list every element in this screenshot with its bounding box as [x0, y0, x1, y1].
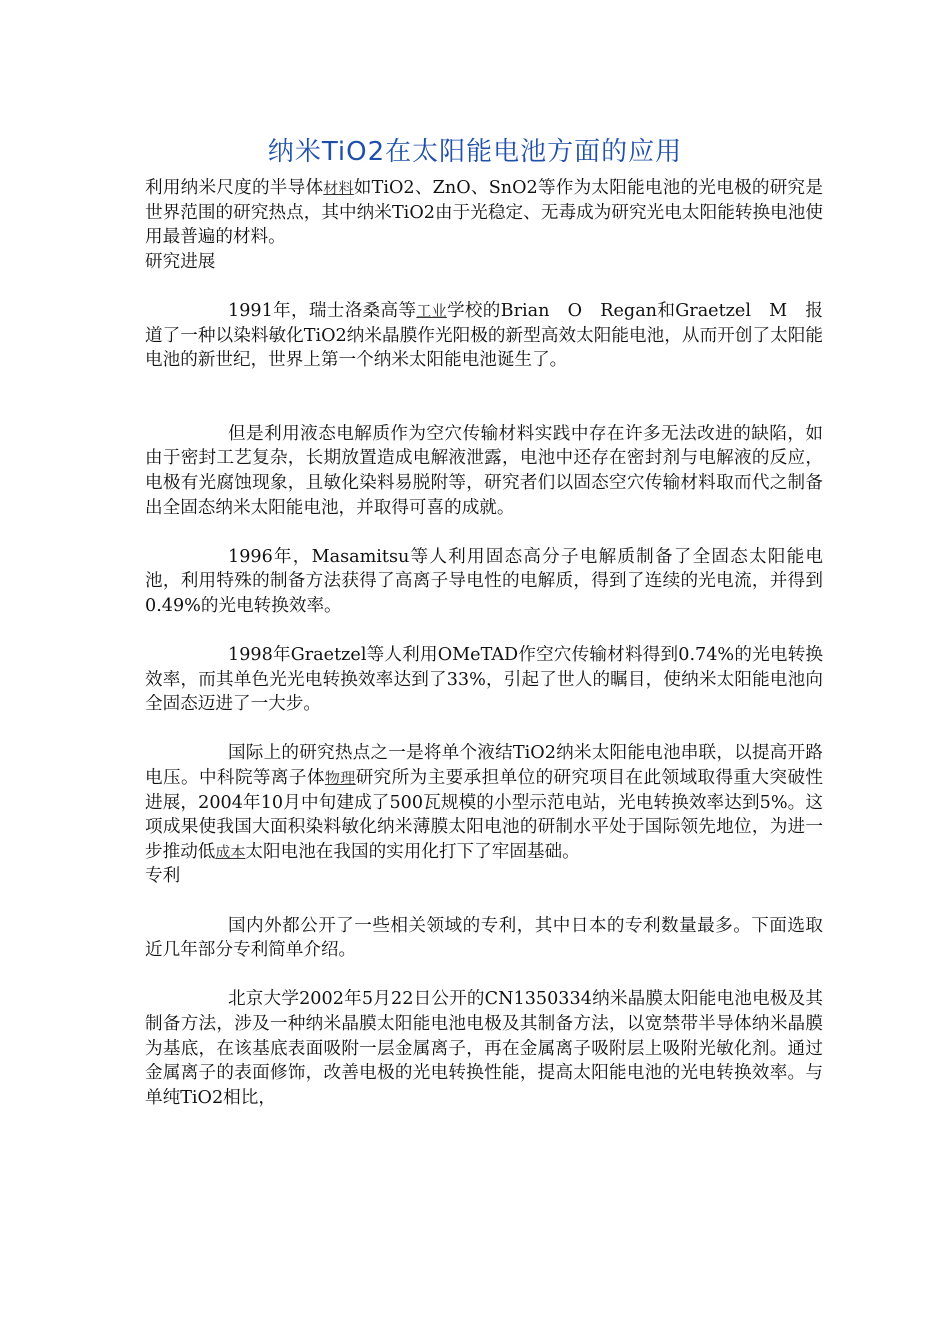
link-cost[interactable]: 成本 — [215, 842, 246, 861]
paragraph-1996: 1996年，Masamitsu等人利用固态高分子电解质制备了全固态太阳能电池，利用特殊的制备方法获得了高离子导电性的电解质，得到了连续的光电流，并得到0.49%的光电转换效率。 — [145, 546, 823, 616]
paragraph-patents-intro: 国内外都公开了一些相关领域的专利，其中日本的专利数量最多。下面选取近几年部分专利简单介绍。 — [145, 915, 823, 961]
paragraph-1998: 1998年Graetzel等人利用OMeTAD作空穴传输材料得到0.74%的光电转换效率，而其单色光光电转换效率达到了33%，引起了世人的瞩目，使纳米太阳能电池向全固态迈进了一大步。 — [145, 645, 823, 715]
paragraph-1991: 1991年，瑞士洛桑高等工业学校的Brian O Regan和Graetzel M 报道了一种以染料敏化TiO2纳米晶膜作光阳极的新型高效太阳能电池，从而开创了太阳能电池的新世纪，世界上第一个纳米太阳能电池诞生了。 — [145, 300, 823, 371]
section-heading-research: 研究进展 — [145, 251, 216, 272]
paragraph-international: 国际上的研究热点之一是将单个液结TiO2纳米太阳能电池串联，以提高开路电压。中科院等离子体物理研究所为主要承担单位的研究项目在此领域取得重大突破性进展，2004年10月中旬建成了500瓦规模的小型示范电站，光电转换效率达到5%。这项成果使我国大面积染料敏化纳米薄膜太阳电池的研制水平处于国际领先地位，为进一步推动低成本太阳电池在我国的实用化打下了牢固基础。 — [145, 743, 823, 862]
section-heading-patents: 专利 — [145, 866, 181, 887]
link-industry[interactable]: 工业 — [416, 301, 447, 320]
document-title: 纳米TiO2在太阳能电池方面的应用 — [267, 137, 683, 167]
paragraph-peking-patent: 北京大学2002年5月22日公开的CN1350334纳米晶膜太阳能电池电极及其制备方法，涉及一种纳米晶膜太阳能电池电极及其制备方法，以宽禁带半导体纳米晶膜为基底，在该基底表面吸附一层金属离子，再在金属离子吸附层上吸附光敏化剂。通过金属离子的表面修饰，改善电极的光电转换性能，提高太阳能电池的光电转换效率。与单纯TiO2相比， — [145, 989, 823, 1108]
paragraph-liquid-electrolyte: 但是利用液态电解质作为空穴传输材料实践中存在许多无法改进的缺陷，如由于密封工艺复杂，长期放置造成电解液泄露，电池中还存在密封剂与电解液的反应，电极有光腐蚀现象，且敏化染料易脱附等，研究者们以固态空穴传输材料取而代之制备出全固态纳米太阳能电池，并取得可喜的成就。 — [145, 423, 823, 518]
intro-paragraph: 利用纳米尺度的半导体材料如TiO2、ZnO、SnO2等作为太阳能电池的光电极的研究是世界范围的研究热点，其中纳米TiO2由于光稳定、无毒成为研究光电太阳能转换电池使用最普遍的材料。 — [145, 178, 823, 248]
document-body — [145, 176, 823, 1110]
link-material[interactable]: 材料 — [323, 179, 354, 197]
link-physics[interactable]: 物理 — [324, 769, 356, 788]
